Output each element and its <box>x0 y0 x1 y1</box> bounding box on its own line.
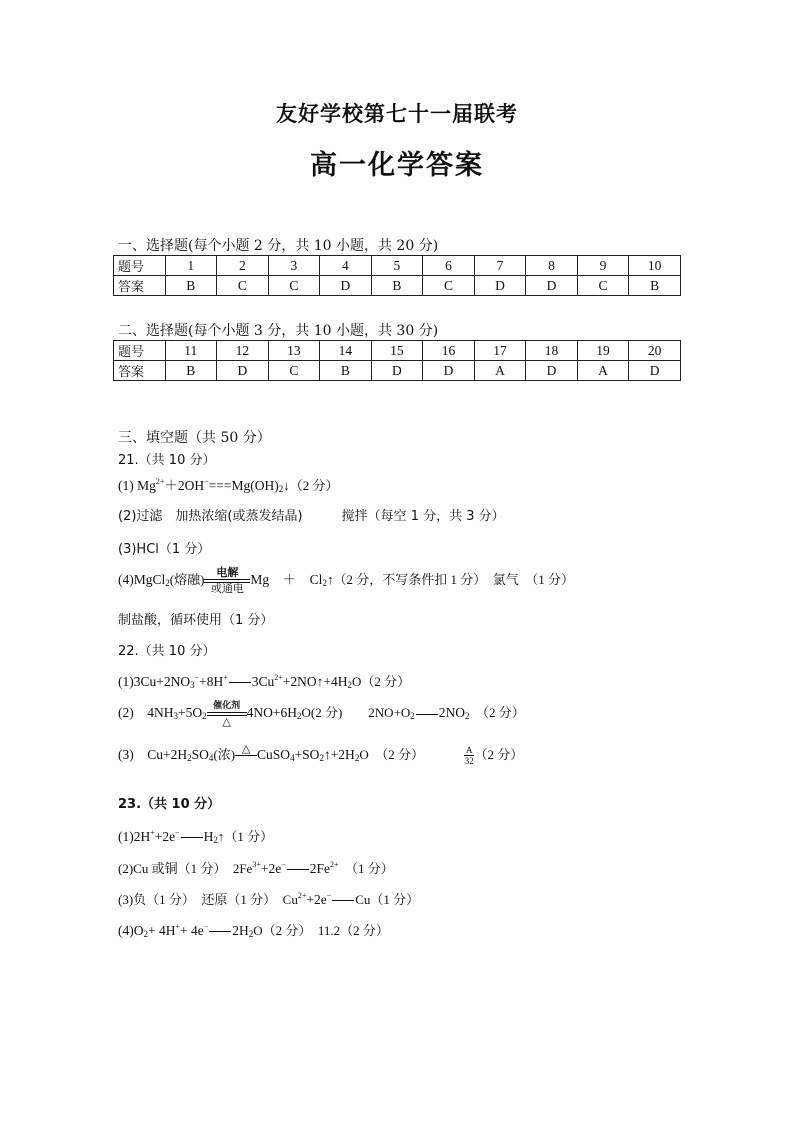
section2-heading: 二、选择题(每个小题 3 分，共 10 小题，共 30 分) <box>118 323 439 339</box>
q22-title: 22.（共 10 分） <box>118 644 216 659</box>
q23-part2: (2)Cu 或铜（1 分） $2Fe^{3+}+2e^-$ $2Fe^{2+}$ （1 分） <box>118 860 394 876</box>
answer-cell: D <box>629 361 681 381</box>
row-label: 题号 <box>114 341 166 361</box>
answer-cell: D <box>371 361 423 381</box>
table-row <box>114 256 681 276</box>
q21-title: 21.（共 10 分） <box>118 453 216 468</box>
q22-part3: (3) $Cu+2H_2SO_4$(浓) △ $CuSO_4+SO_2↑+2H_2O$ （2 分） $\frac{A}{32}$ （2 分） <box>118 742 524 767</box>
answer-cell: C <box>577 276 629 296</box>
table-row <box>114 276 681 296</box>
question-number-cell: 4 <box>320 256 372 276</box>
q21-part3: (3)HCl（1 分） <box>118 542 211 557</box>
question-number-cell: 17 <box>474 341 526 361</box>
answer-cell: C <box>423 276 475 296</box>
answer-cell: B <box>629 276 681 296</box>
question-number-cell: 12 <box>217 341 269 361</box>
row-label: 答案 <box>114 276 166 296</box>
q22-part2: (2) $4NH_3+5O_2$ 催化剂 △ $4NO+6H_2O(2$ 分) $2NO+O_2$ $2NO_2$ （2 分） <box>118 701 525 728</box>
question-number-cell: 6 <box>423 256 475 276</box>
question-number-cell: 5 <box>371 256 423 276</box>
question-number-cell: 14 <box>320 341 372 361</box>
question-number-cell: 18 <box>526 341 578 361</box>
heat-condition: △ <box>235 743 257 768</box>
equals-line <box>332 900 354 901</box>
answer-cell: B <box>371 276 423 296</box>
question-number-cell: 19 <box>577 341 629 361</box>
question-number-cell: 1 <box>165 256 217 276</box>
answer-cell: B <box>165 361 217 381</box>
fraction: $\frac{A}{32}$ <box>464 745 474 767</box>
q23-part4: $(4)O_2+ 4H^++ 4e^-$ $2H_2O(2$ 分） 11.2（2 分） <box>118 922 389 939</box>
equals-line <box>229 682 251 683</box>
q21-part5: 制盐酸，循环使用（1 分） <box>118 613 274 628</box>
question-number-cell: 16 <box>423 341 475 361</box>
subject-title: 高一化学答案 <box>310 150 484 181</box>
q21-part1: (1) $Mg^{2+}+2OH^-===Mg(OH)_2↓(2$ 分） <box>118 477 339 494</box>
table-row <box>114 361 681 381</box>
question-number-cell: 7 <box>474 256 526 276</box>
q23-part1: (1)2H++2e− $H_2↑(1$ 分） <box>118 828 274 845</box>
row-label: 答案 <box>114 361 166 381</box>
answer-cell: D <box>526 276 578 296</box>
q23-part3: (3)负（1 分） 还原（1 分） $Cu^{2+}+2e^-$ Cu（1 分） <box>118 891 420 907</box>
answer-cell: A <box>474 361 526 381</box>
answer-cell: D <box>320 276 372 296</box>
q22-part1: $(1)3Cu+2NO_3^-+8H^+$ $3Cu^{2+}+2NO↑+4H_2O(2$ 分） <box>118 673 411 690</box>
answer-cell: D <box>423 361 475 381</box>
question-number-cell: 15 <box>371 341 423 361</box>
electrolysis-condition: 电解 或通电 <box>204 567 250 595</box>
section1-table <box>113 255 681 296</box>
question-number-cell: 11 <box>165 341 217 361</box>
answer-cell: C <box>268 361 320 381</box>
table-row <box>114 341 681 361</box>
answer-cell: A <box>577 361 629 381</box>
question-number-cell: 2 <box>217 256 269 276</box>
answer-cell: D <box>526 361 578 381</box>
row-label: 题号 <box>114 256 166 276</box>
section1-heading: 一、选择题(每个小题 2 分，共 10 小题，共 20 分) <box>118 238 439 254</box>
question-number-cell: 10 <box>629 256 681 276</box>
answer-cell: C <box>268 276 320 296</box>
answer-cell: D <box>217 361 269 381</box>
question-number-cell: 13 <box>268 341 320 361</box>
q21-part4: (4)MgCl$_2$(熔融) 电解 或通电 Mg ＋ $Cl_2↑(2$ 分，不写条件扣 1 分） 氯气 （1 分） <box>118 566 574 595</box>
q23-title: 23.（共 10 分） <box>118 797 221 812</box>
question-number-cell: 9 <box>577 256 629 276</box>
question-number-cell: 3 <box>268 256 320 276</box>
answer-cell: B <box>165 276 217 296</box>
question-number-cell: 20 <box>629 341 681 361</box>
answer-cell: B <box>320 361 372 381</box>
catalyst-condition: 催化剂 △ <box>207 700 247 728</box>
q21-part2: (2)过滤 加热浓缩(或蒸发结晶) 搅拌（每空 1 分，共 3 分） <box>118 509 505 524</box>
equals-line <box>209 931 231 932</box>
section3-heading: 三、填空题（共 50 分） <box>118 430 271 446</box>
answer-cell: D <box>474 276 526 296</box>
question-number-cell: 8 <box>526 256 578 276</box>
answer-cell: C <box>217 276 269 296</box>
equals-line <box>416 714 438 715</box>
school-title: 友好学校第七十一届联考 <box>276 101 518 126</box>
equals-line <box>181 837 203 838</box>
equals-line <box>287 869 309 870</box>
section2-table <box>113 340 681 381</box>
